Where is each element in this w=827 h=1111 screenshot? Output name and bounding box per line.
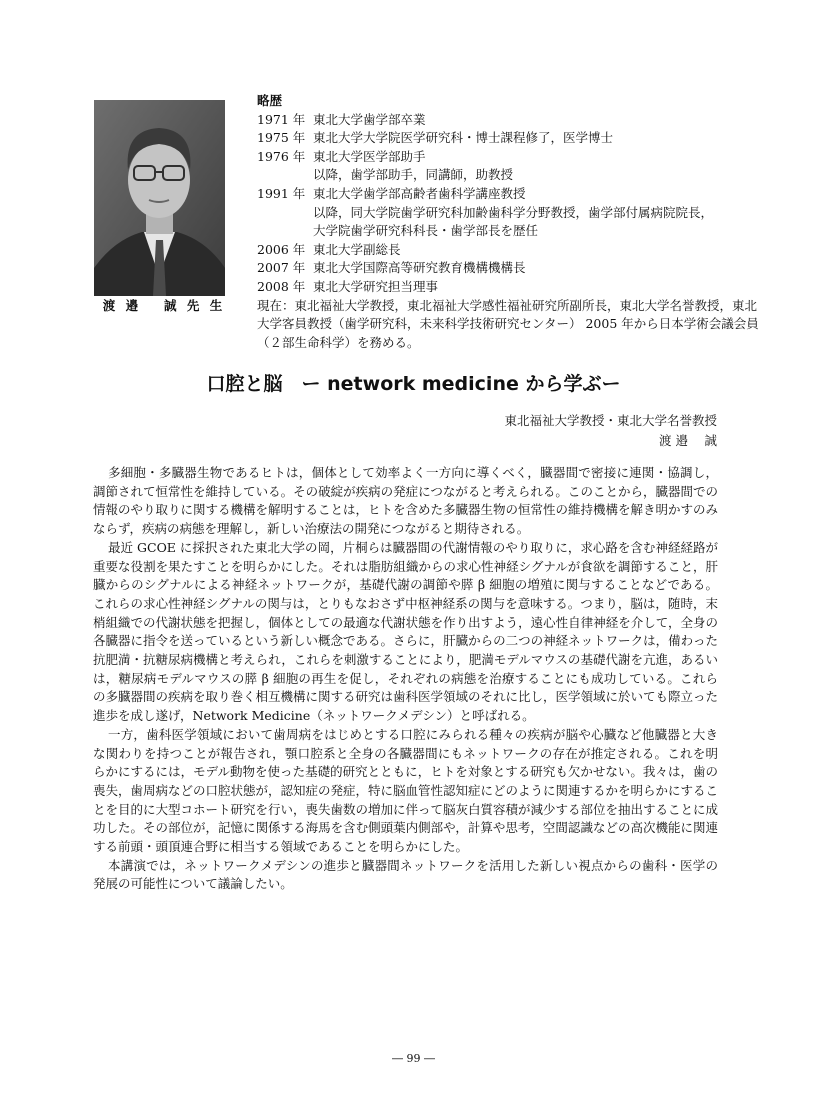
lecture-title: 口腔と脳 ー network medicine から学ぶー	[206, 373, 621, 395]
bio-entry	[257, 259, 762, 278]
paragraph: 本講演では，ネットワークメデシンの進歩と臓器間ネットワークを活用した新しい視点からの歯科・医学の発展の可能性について議論したい。	[93, 857, 718, 892]
bio-year: 1975 年	[257, 130, 306, 146]
bio-year: 2006 年	[257, 241, 306, 257]
author-affiliation	[504, 411, 717, 451]
bio-text: 東北大学国際高等研究教育機構機構長	[313, 260, 526, 276]
bio-text: 東北大学研究担当理事	[313, 278, 439, 294]
bio-entries	[257, 111, 762, 297]
biography	[257, 92, 762, 352]
bio-current: 現在：東北福祉大学教授，東北福祉大学感性福祉研究所副所長，東北大学名誉教授，東北大学客員教授（歯学研究科，未来科学技術研究センター） 2005 年から日本学術会議会員（２部生命科学）を務める。	[257, 297, 759, 350]
bio-year: 1991 年	[257, 185, 306, 201]
bio-text: 東北大学歯学部高齢者歯科学講座教授 以降，同大学院歯学研究科加齢歯科学分野教授，歯学部付属病院院長， 大学院歯学研究科科長・歯学部長を歴任	[313, 185, 714, 239]
abstract-body	[93, 464, 718, 894]
photo-caption: 渡 邉 誠 先 生	[102, 298, 226, 313]
bio-entry	[257, 241, 762, 260]
paragraph: 一方，歯科医学領域において歯周病をはじめとする口腔にみられる種々の疾病が脳や心臓など他臓器と大きな関わりを持つことが報告され，顎口腔系と全身の各臓器間にもネットワークの存在が推定される。これを明らかにするには，モデル動物を使った基礎的研究とともに，ヒトを対象とする研究も欠かせない。我々は，歯の喪失，歯周病などの口腔状態が，認知症の発症，特に脳血管性認知症にどのように関連するかを明らかにすることを目的に大型コホート研究を行い，喪失歯数の増加に伴って脳灰白質容積が減少する部位を抽出することに成功した。その部位が，記憶に関係する海馬を含む側頭葉内側部や，計算や思考，空間認識などの高次機能に関連する前頭・頭頂連合野に相当する領域であることを明らかにした。	[93, 726, 719, 855]
bio-heading: 略歴	[257, 93, 283, 108]
bio-entry	[257, 148, 762, 185]
bio-entry	[257, 129, 762, 148]
paragraph: 多細胞・多臓器生物であるヒトは，個体として効率よく一方向に導くべく，臓器間で密接に連関・協調し，調節されて恒常性を維持している。その破綻が疾病の発症につながると考えられる。このことから，臓器間での情報のやり取りに関する機構を解明することは，ヒトを含めた多臓器生物の恒常性の維持機構を解き明かすのみならず，疾病の病態を理解し，新しい治療法の開発につながると期待される。	[93, 465, 719, 537]
bio-text: 東北大学歯学部卒業	[313, 111, 426, 127]
portrait-image	[94, 100, 225, 296]
bio-entry	[257, 111, 762, 130]
bio-year: 2007 年	[257, 260, 306, 276]
author-photo	[94, 100, 225, 296]
bio-text: 東北大学医学部助手 以降，歯学部助手，同講師，助教授	[313, 148, 514, 183]
bio-year: 1976 年	[257, 148, 306, 164]
page-number: ― 99 ―	[392, 1052, 435, 1065]
bio-entry	[257, 185, 762, 241]
paragraph: 最近 GCOE に採択された東北大学の岡，片桐らは臓器間の代謝情報のやり取りに，求心路を含む神経経路が重要な役割を果たすことを明らかにした。それは脂肪組織からの求心性神経シグナルが食欲を調節すること，肝臓からのシグナルによる神経ネットワークが，基礎代謝の調節や膵 β 細胞の増殖に関与することなどである。これらの求心性神経シグナルの関与は，とりもなおさず中枢神経系の関与を意味する。つまり，脳は，随時，末梢組織での代謝状態を把握し，個体としての最適な代謝状態を作り出すよう，遠心性自律神経を介して，全身の各臓器に指令を送っているという新しい概念である。さらに，肝臓からの二つの神経ネットワークは，備わった抗肥満・抗糖尿病機構と考えられ，これらを刺激することにより，肥満モデルマウスの基礎代謝を亢進，あるいは，糖尿病モデルマウスの膵 β 細胞の再生を促し，それぞれの病態を治療することにも成功している。これらの多臓器間の疾病を取り巻く相互機構に関する研究は歯科医学領域のそれに比し，医学領域に於いても際立った進歩を成し遂げ，Network Medicine（ネットワークメデシン）と呼ばれる。	[93, 539, 719, 724]
bio-text: 東北大学副総長	[313, 241, 401, 257]
bio-year: 1971 年	[257, 111, 306, 127]
bio-year: 2008 年	[257, 278, 306, 294]
author-name: 渡 邉 誠	[659, 433, 717, 448]
bio-entry	[257, 278, 762, 297]
affiliation-line: 東北福祉大学教授・東北大学名誉教授	[504, 413, 717, 428]
bio-text: 東北大学大学院医学研究科・博士課程修了，医学博士	[313, 130, 614, 146]
